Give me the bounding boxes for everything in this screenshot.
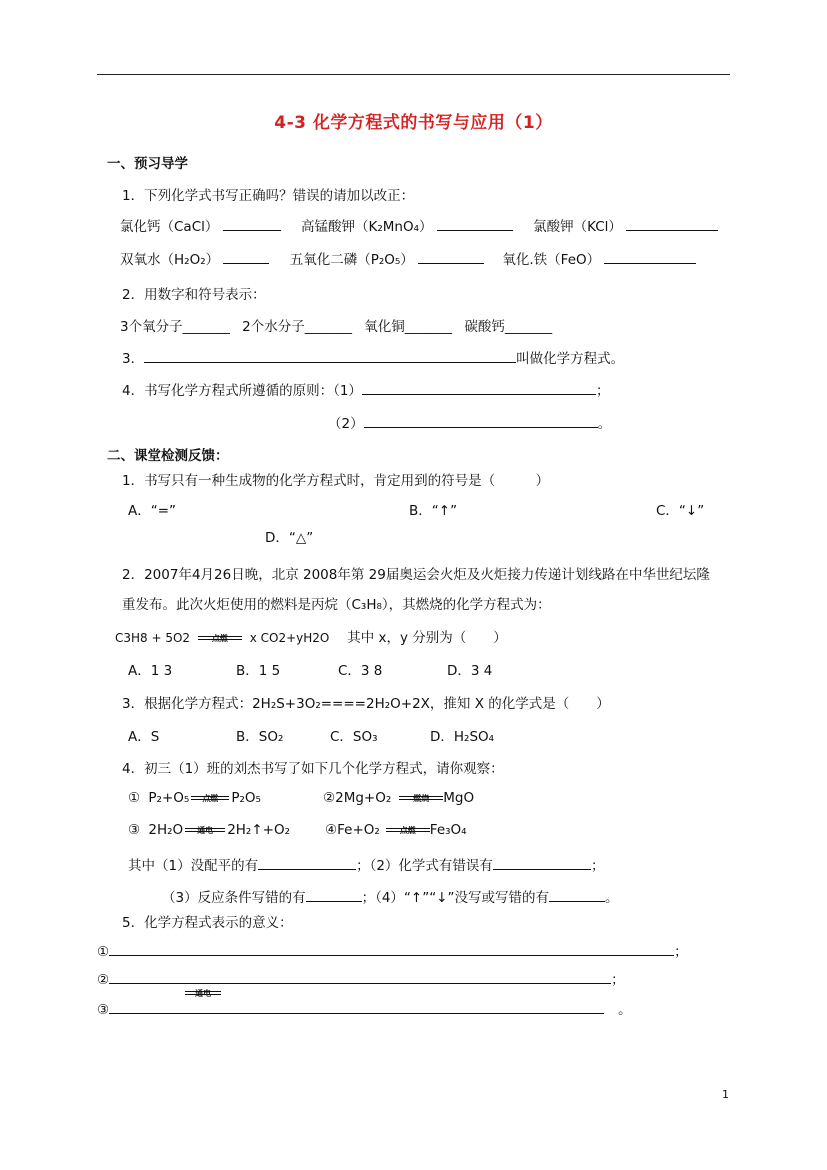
s2-q4-prompt: 4．初三（1）班的刘杰书写了如下几个化学方程式，请你观察： <box>122 761 504 777</box>
s2-q5-item1 <box>97 940 688 960</box>
s2-q5-item3 <box>97 989 632 1018</box>
s2-q2-option-a[interactable]: A．1 3 <box>128 663 173 679</box>
s2-q3-option-c[interactable]: C．SO₃ <box>330 729 378 745</box>
item-end: 。 <box>618 1002 632 1018</box>
item-number: ① <box>97 944 110 960</box>
eq-number: ② <box>323 790 336 806</box>
s1-q1-item: 双氧水（H₂O₂） <box>120 252 220 268</box>
s2-q2-equation <box>115 626 507 646</box>
s1-q4-line1 <box>122 379 609 399</box>
reaction-condition: 通电 <box>197 826 214 835</box>
s2-q2-line1: 2．2007年4月26日晚，北京 2008年第 29届奥运会火炬及火炬接力传递计划线路在中华世纪坛隆 <box>122 567 710 583</box>
equation-right: x CO2+yH2O <box>249 631 330 645</box>
s1-q4-end1: ； <box>595 383 610 399</box>
equation-right: MgO <box>443 790 475 806</box>
item-end: ； <box>674 944 688 960</box>
s2-q3-option-b[interactable]: B．SO₂ <box>236 729 284 745</box>
reaction-condition: 点燃 <box>211 634 228 643</box>
equation-right: Fe₃O₄ <box>429 822 467 838</box>
s2-q4-a3: ； <box>590 858 605 874</box>
item-end: ； <box>611 972 625 988</box>
s1-q1-item: 氯化钙（CaCl） <box>120 219 219 235</box>
answer-blank[interactable] <box>109 989 604 1014</box>
answer-blank[interactable] <box>493 855 591 870</box>
s1-q3-suffix: 叫做化学方程式。 <box>516 351 625 367</box>
s1-q2-item: 3个氧分子_______ <box>120 319 230 335</box>
s1-q1-item: 五氧化二磷（P₂O₅） <box>289 252 414 268</box>
s1-q1-item: 高锰酸钾（K₂MnO₄） <box>300 219 433 235</box>
s2-q4-b3: 。 <box>605 890 619 906</box>
equation-left: Fe+O₂ <box>337 822 380 838</box>
s2-q2-line2: 重发布。此次火炬使用的燃料是丙烷（C₃H₈），其燃烧的化学方程式为： <box>122 597 551 613</box>
answer-blank[interactable] <box>418 249 484 264</box>
reaction-condition: 通电 <box>195 989 212 998</box>
s2-q4-eq1 <box>128 790 261 806</box>
s2-q4-eq2 <box>323 790 474 806</box>
answer-blank[interactable] <box>604 249 696 264</box>
answer-blank[interactable] <box>223 216 281 231</box>
s2-q1-option-d[interactable]: D．“△” <box>265 530 314 546</box>
section1-heading: 一、预习导学 <box>107 156 188 172</box>
s2-q4-answers2 <box>162 886 619 906</box>
eq-number: ① <box>128 790 141 806</box>
equation-left: 2H₂O <box>148 822 184 838</box>
s2-q4-b1: （3）反应条件写错的有 <box>162 890 306 906</box>
s2-q5-prompt: 5．化学方程式表示的意义： <box>122 915 293 931</box>
s1-q4-p2: （2） <box>328 416 364 432</box>
s2-q2-option-d[interactable]: D．3 4 <box>447 663 493 679</box>
s1-q2-item: 2个水分子_______ <box>242 319 352 335</box>
answer-blank[interactable] <box>306 887 362 902</box>
s1-q2-prompt: 2．用数字和符号表示： <box>122 287 266 303</box>
answer-blank[interactable] <box>626 216 718 231</box>
answer-blank[interactable] <box>549 887 605 902</box>
equation-left: C3H8 + 5O2 <box>115 631 191 645</box>
answer-blank[interactable] <box>223 249 269 264</box>
answer-blank[interactable] <box>364 413 598 428</box>
eq-number: ④ <box>325 822 338 838</box>
s1-q4-line2 <box>328 412 611 432</box>
reaction-condition: 燃烧 <box>413 794 430 803</box>
s1-q2-item: 碳酸钙_______ <box>464 319 553 335</box>
answer-blank[interactable] <box>144 348 516 363</box>
s2-q2-option-c[interactable]: C．3 8 <box>338 663 383 679</box>
eq-number: ③ <box>128 822 141 838</box>
s1-q2-item: 氧化铜_______ <box>364 319 453 335</box>
s1-q1-prompt: 1．下列化学式书写正确吗？错误的请加以改正： <box>122 188 415 204</box>
s1-q4-prompt: 4．书写化学方程式所遵循的原则：（1） <box>122 383 362 399</box>
s1-q3-prefix: 3． <box>122 351 145 367</box>
equation-left: P₂+O₅ <box>148 790 190 806</box>
s1-q4-end2: 。 <box>597 416 612 432</box>
answer-blank[interactable] <box>109 969 611 984</box>
s2-q1-option-b[interactable]: B．“↑” <box>409 503 458 519</box>
s2-q4-a2: ；（2）化学式有错误有 <box>356 858 493 874</box>
reaction-condition: 点燃 <box>399 826 416 835</box>
s2-q2-option-b[interactable]: B．1 5 <box>236 663 281 679</box>
s2-q4-eq4 <box>325 822 467 838</box>
s1-q1-row1 <box>120 215 718 235</box>
s2-q4-a1: 其中（1）没配平的有 <box>128 858 259 874</box>
s2-q4-b2: ；（4）“↑”“↓”没写或写错的有 <box>361 890 550 906</box>
s2-q4-answers1 <box>128 854 604 874</box>
answer-blank[interactable] <box>258 855 356 870</box>
section2-heading: 二、课堂检测反馈： <box>107 448 229 464</box>
item-number: ② <box>97 972 110 988</box>
header-rule <box>97 74 730 75</box>
page-title: 4-3 化学方程式的书写与应用（1） <box>274 113 553 133</box>
equation-left: 2Mg+O₂ <box>335 790 392 806</box>
answer-blank[interactable] <box>437 216 513 231</box>
equation-right: 2H₂↑+O₂ <box>227 822 291 838</box>
answer-blank[interactable] <box>362 380 596 395</box>
s2-q1-option-c[interactable]: C．“↓” <box>656 503 705 519</box>
s1-q3 <box>122 347 624 367</box>
s2-q3-option-d[interactable]: D．H₂SO₄ <box>430 729 495 745</box>
answer-blank[interactable] <box>109 941 674 956</box>
s2-q1-option-a[interactable]: A．“=” <box>128 503 177 519</box>
s2-q1-prompt: 1．书写只有一种生成物的化学方程式时，肯定用到的符号是（ ） <box>122 473 550 489</box>
reaction-condition: 点燃 <box>202 794 219 803</box>
equation-right: P₂O₅ <box>231 790 261 806</box>
s1-q1-item: 氯酸钾（KCl） <box>533 219 622 235</box>
s1-q1-row2 <box>120 248 696 268</box>
s2-q2-tail: 其中 x，y 分别为（ ） <box>347 630 507 646</box>
s1-q1-item: 氧化.铁（FeO） <box>502 252 601 268</box>
page-number: 1 <box>722 1088 729 1101</box>
s2-q3-prompt: 3．根据化学方程式：2H₂S+3O₂====2H₂O+2X，推知 X 的化学式是（ ） <box>122 696 610 712</box>
s1-q2-items <box>120 315 552 335</box>
item-number: ③ <box>97 1002 110 1018</box>
s2-q5-item2 <box>97 968 625 988</box>
s2-q4-eq3 <box>128 822 290 838</box>
s2-q3-option-a[interactable]: A．S <box>128 729 160 745</box>
